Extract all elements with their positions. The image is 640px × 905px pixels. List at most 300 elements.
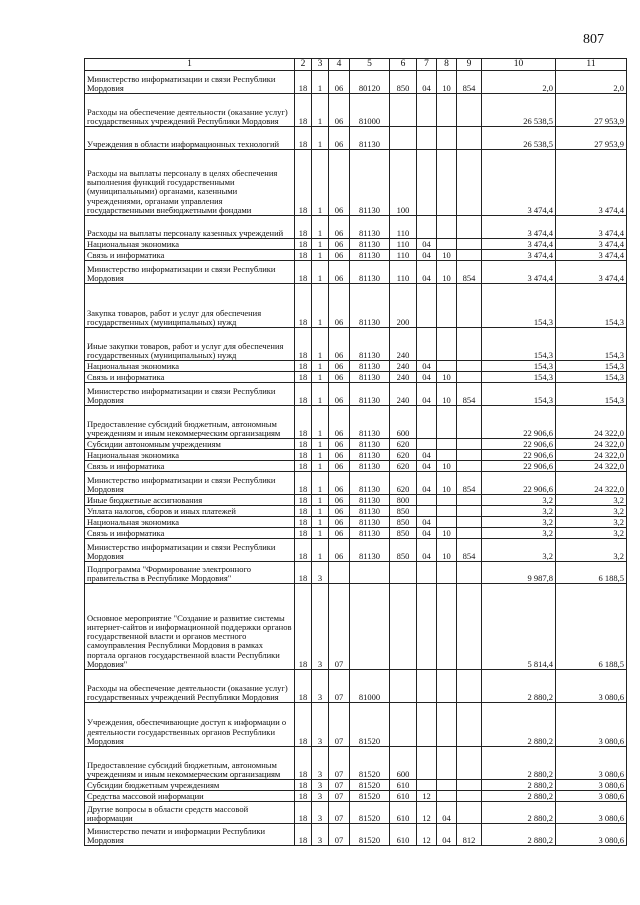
cell-col-4: 07 bbox=[329, 802, 350, 824]
row-name: Расходы на обеспечение деятельности (оказание услуг) государственных учреждений Республики Мордовия bbox=[85, 94, 295, 127]
cell-col-9: 854 bbox=[457, 261, 482, 284]
cell-col-7 bbox=[417, 506, 437, 517]
cell-col-10: 3 474,4 bbox=[482, 239, 556, 250]
cell-col-8 bbox=[437, 747, 457, 780]
cell-col-9: 854 bbox=[457, 539, 482, 562]
cell-col-8: 10 bbox=[437, 461, 457, 472]
cell-col-11: 3,2 bbox=[556, 528, 627, 539]
cell-col-8 bbox=[437, 239, 457, 250]
cell-col-8 bbox=[437, 94, 457, 127]
cell-col-10: 3 474,4 bbox=[482, 250, 556, 261]
cell-col-5: 81130 bbox=[350, 150, 390, 216]
cell-col-2: 18 bbox=[295, 461, 312, 472]
cell-col-4: 06 bbox=[329, 539, 350, 562]
cell-col-7 bbox=[417, 703, 437, 747]
cell-col-3: 1 bbox=[312, 372, 329, 383]
cell-col-8: 10 bbox=[437, 372, 457, 383]
cell-col-3: 1 bbox=[312, 150, 329, 216]
cell-col-3: 3 bbox=[312, 802, 329, 824]
cell-col-2: 18 bbox=[295, 670, 312, 703]
row-name: Национальная экономика bbox=[85, 517, 295, 528]
cell-col-2: 18 bbox=[295, 506, 312, 517]
cell-col-2: 18 bbox=[295, 539, 312, 562]
row-name: Расходы на выплаты персоналу казенных учреждений bbox=[85, 216, 295, 239]
cell-col-8 bbox=[437, 150, 457, 216]
table-row bbox=[85, 703, 627, 747]
cell-col-8 bbox=[437, 670, 457, 703]
cell-col-9 bbox=[457, 250, 482, 261]
cell-col-8 bbox=[437, 517, 457, 528]
cell-col-10: 3,2 bbox=[482, 495, 556, 506]
cell-col-2: 18 bbox=[295, 71, 312, 94]
cell-col-9 bbox=[457, 406, 482, 439]
cell-col-11: 24 322,0 bbox=[556, 461, 627, 472]
cell-col-9 bbox=[457, 562, 482, 584]
cell-col-4: 06 bbox=[329, 439, 350, 450]
cell-col-2: 18 bbox=[295, 791, 312, 802]
cell-col-6: 240 bbox=[390, 361, 417, 372]
cell-col-8 bbox=[437, 495, 457, 506]
cell-col-4: 07 bbox=[329, 824, 350, 846]
cell-col-9 bbox=[457, 127, 482, 150]
cell-col-7: 04 bbox=[417, 361, 437, 372]
cell-col-5: 81130 bbox=[350, 495, 390, 506]
cell-col-6: 850 bbox=[390, 506, 417, 517]
cell-col-10: 3 474,4 bbox=[482, 216, 556, 239]
row-name: Министерство информатизации и связи Республики Мордовия bbox=[85, 539, 295, 562]
cell-col-9 bbox=[457, 439, 482, 450]
cell-col-10: 26 538,5 bbox=[482, 94, 556, 127]
cell-col-2: 18 bbox=[295, 284, 312, 328]
cell-col-11: 3 474,4 bbox=[556, 250, 627, 261]
cell-col-3: 1 bbox=[312, 239, 329, 250]
cell-col-5: 80120 bbox=[350, 71, 390, 94]
cell-col-3: 1 bbox=[312, 261, 329, 284]
cell-col-10: 154,3 bbox=[482, 328, 556, 361]
column-header-3: 3 bbox=[312, 59, 329, 71]
cell-col-10: 22 906,6 bbox=[482, 439, 556, 450]
cell-col-7: 12 bbox=[417, 791, 437, 802]
cell-col-6: 110 bbox=[390, 239, 417, 250]
cell-col-2: 18 bbox=[295, 439, 312, 450]
cell-col-11: 24 322,0 bbox=[556, 472, 627, 495]
cell-col-9 bbox=[457, 747, 482, 780]
cell-col-6: 110 bbox=[390, 250, 417, 261]
cell-col-5 bbox=[350, 584, 390, 670]
cell-col-4: 06 bbox=[329, 517, 350, 528]
cell-col-10: 22 906,6 bbox=[482, 472, 556, 495]
cell-col-2: 18 bbox=[295, 406, 312, 439]
table-row bbox=[85, 439, 627, 450]
cell-col-3: 1 bbox=[312, 71, 329, 94]
cell-col-5: 81130 bbox=[350, 127, 390, 150]
cell-col-9 bbox=[457, 372, 482, 383]
cell-col-6 bbox=[390, 584, 417, 670]
cell-col-5: 81130 bbox=[350, 284, 390, 328]
cell-col-5: 81000 bbox=[350, 670, 390, 703]
cell-col-3: 1 bbox=[312, 506, 329, 517]
table-row bbox=[85, 670, 627, 703]
table-row bbox=[85, 127, 627, 150]
cell-col-9 bbox=[457, 791, 482, 802]
cell-col-7 bbox=[417, 284, 437, 328]
row-name: Предоставление субсидий бюджетным, автономным учреждениям и иным некоммерческим организациям bbox=[85, 406, 295, 439]
cell-col-4: 07 bbox=[329, 780, 350, 791]
cell-col-11: 6 188,5 bbox=[556, 584, 627, 670]
cell-col-2: 18 bbox=[295, 802, 312, 824]
cell-col-11: 3 474,4 bbox=[556, 261, 627, 284]
cell-col-7 bbox=[417, 670, 437, 703]
cell-col-4: 06 bbox=[329, 71, 350, 94]
cell-col-7 bbox=[417, 562, 437, 584]
cell-col-5: 81520 bbox=[350, 791, 390, 802]
cell-col-3: 1 bbox=[312, 94, 329, 127]
cell-col-8: 10 bbox=[437, 472, 457, 495]
cell-col-4: 07 bbox=[329, 584, 350, 670]
cell-col-9 bbox=[457, 584, 482, 670]
row-name: Закупка товаров, работ и услуг для обеспечения государственных (муниципальных) нужд bbox=[85, 284, 295, 328]
cell-col-3: 3 bbox=[312, 562, 329, 584]
cell-col-3: 1 bbox=[312, 450, 329, 461]
column-header-2: 2 bbox=[295, 59, 312, 71]
cell-col-8: 10 bbox=[437, 383, 457, 406]
cell-col-5: 81000 bbox=[350, 94, 390, 127]
table-row bbox=[85, 506, 627, 517]
cell-col-3: 1 bbox=[312, 539, 329, 562]
cell-col-7: 12 bbox=[417, 802, 437, 824]
cell-col-10: 154,3 bbox=[482, 361, 556, 372]
cell-col-4 bbox=[329, 562, 350, 584]
cell-col-9 bbox=[457, 361, 482, 372]
cell-col-8 bbox=[437, 127, 457, 150]
cell-col-2: 18 bbox=[295, 824, 312, 846]
column-header-1: 1 bbox=[85, 59, 295, 71]
cell-col-4: 06 bbox=[329, 372, 350, 383]
cell-col-11: 2,0 bbox=[556, 71, 627, 94]
cell-col-7 bbox=[417, 584, 437, 670]
cell-col-9: 854 bbox=[457, 71, 482, 94]
cell-col-6: 850 bbox=[390, 71, 417, 94]
cell-col-11: 154,3 bbox=[556, 328, 627, 361]
cell-col-6: 110 bbox=[390, 261, 417, 284]
cell-col-6 bbox=[390, 127, 417, 150]
cell-col-3: 1 bbox=[312, 495, 329, 506]
cell-col-11: 3,2 bbox=[556, 506, 627, 517]
table-row bbox=[85, 261, 627, 284]
table-row bbox=[85, 562, 627, 584]
cell-col-5: 81130 bbox=[350, 361, 390, 372]
cell-col-2: 18 bbox=[295, 261, 312, 284]
cell-col-2: 18 bbox=[295, 361, 312, 372]
cell-col-5: 81130 bbox=[350, 261, 390, 284]
cell-col-9 bbox=[457, 239, 482, 250]
cell-col-6: 850 bbox=[390, 539, 417, 562]
cell-col-5: 81520 bbox=[350, 802, 390, 824]
cell-col-4: 06 bbox=[329, 472, 350, 495]
cell-col-3: 1 bbox=[312, 328, 329, 361]
cell-col-6: 240 bbox=[390, 372, 417, 383]
cell-col-11: 27 953,9 bbox=[556, 127, 627, 150]
cell-col-6: 850 bbox=[390, 528, 417, 539]
table-row bbox=[85, 528, 627, 539]
table-row bbox=[85, 284, 627, 328]
cell-col-6: 620 bbox=[390, 450, 417, 461]
cell-col-5: 81130 bbox=[350, 461, 390, 472]
cell-col-5: 81130 bbox=[350, 328, 390, 361]
cell-col-10: 3 474,4 bbox=[482, 150, 556, 216]
cell-col-3: 3 bbox=[312, 670, 329, 703]
table-row bbox=[85, 71, 627, 94]
cell-col-7 bbox=[417, 406, 437, 439]
cell-col-10: 2,0 bbox=[482, 71, 556, 94]
cell-col-5: 81130 bbox=[350, 528, 390, 539]
cell-col-11: 3 474,4 bbox=[556, 150, 627, 216]
table-row bbox=[85, 539, 627, 562]
cell-col-2: 18 bbox=[295, 472, 312, 495]
cell-col-3: 1 bbox=[312, 284, 329, 328]
cell-col-6: 610 bbox=[390, 780, 417, 791]
cell-col-5: 81130 bbox=[350, 439, 390, 450]
cell-col-9 bbox=[457, 506, 482, 517]
cell-col-3: 3 bbox=[312, 780, 329, 791]
cell-col-4: 07 bbox=[329, 703, 350, 747]
cell-col-2: 18 bbox=[295, 517, 312, 528]
cell-col-3: 3 bbox=[312, 584, 329, 670]
cell-col-6: 800 bbox=[390, 495, 417, 506]
cell-col-3: 1 bbox=[312, 517, 329, 528]
cell-col-5: 81130 bbox=[350, 472, 390, 495]
cell-col-11: 3 080,6 bbox=[556, 802, 627, 824]
column-header-7: 7 bbox=[417, 59, 437, 71]
table-row bbox=[85, 328, 627, 361]
table-row bbox=[85, 239, 627, 250]
cell-col-10: 154,3 bbox=[482, 284, 556, 328]
cell-col-8 bbox=[437, 506, 457, 517]
cell-col-3: 1 bbox=[312, 439, 329, 450]
row-name: Национальная экономика bbox=[85, 450, 295, 461]
row-name: Связь и информатика bbox=[85, 372, 295, 383]
cell-col-10: 3,2 bbox=[482, 506, 556, 517]
cell-col-6: 240 bbox=[390, 328, 417, 361]
cell-col-10: 26 538,5 bbox=[482, 127, 556, 150]
cell-col-2: 18 bbox=[295, 450, 312, 461]
cell-col-2: 18 bbox=[295, 383, 312, 406]
cell-col-6 bbox=[390, 703, 417, 747]
cell-col-2: 18 bbox=[295, 584, 312, 670]
row-name: Связь и информатика bbox=[85, 461, 295, 472]
cell-col-8 bbox=[437, 562, 457, 584]
cell-col-6: 100 bbox=[390, 150, 417, 216]
cell-col-8 bbox=[437, 780, 457, 791]
row-name: Уплата налогов, сборов и иных платежей bbox=[85, 506, 295, 517]
cell-col-8: 04 bbox=[437, 824, 457, 846]
cell-col-2: 18 bbox=[295, 562, 312, 584]
cell-col-6: 610 bbox=[390, 824, 417, 846]
cell-col-11: 154,3 bbox=[556, 284, 627, 328]
table-row bbox=[85, 824, 627, 846]
cell-col-6: 850 bbox=[390, 517, 417, 528]
row-name: Министерство информатизации и связи Республики Мордовия bbox=[85, 261, 295, 284]
row-name: Связь и информатика bbox=[85, 528, 295, 539]
row-name: Национальная экономика bbox=[85, 361, 295, 372]
cell-col-11: 154,3 bbox=[556, 361, 627, 372]
cell-col-3: 1 bbox=[312, 528, 329, 539]
cell-col-7 bbox=[417, 216, 437, 239]
cell-col-11: 24 322,0 bbox=[556, 439, 627, 450]
cell-col-2: 18 bbox=[295, 372, 312, 383]
cell-col-6: 110 bbox=[390, 216, 417, 239]
cell-col-2: 18 bbox=[295, 328, 312, 361]
row-name: Субсидии бюджетным учреждениям bbox=[85, 780, 295, 791]
cell-col-3: 1 bbox=[312, 216, 329, 239]
table-row bbox=[85, 450, 627, 461]
cell-col-4: 06 bbox=[329, 239, 350, 250]
cell-col-6 bbox=[390, 562, 417, 584]
cell-col-7: 04 bbox=[417, 528, 437, 539]
cell-col-2: 18 bbox=[295, 703, 312, 747]
row-name: Основное мероприятие "Создание и развитие системы интернет-сайтов и информационной поддержки органов государственной власти и органов местного самоуправления Республики Мордовия в рамках портала органов государственной власти Республики Мордовия" bbox=[85, 584, 295, 670]
cell-col-4: 06 bbox=[329, 495, 350, 506]
cell-col-11: 3,2 bbox=[556, 517, 627, 528]
cell-col-10: 22 906,6 bbox=[482, 406, 556, 439]
cell-col-9 bbox=[457, 94, 482, 127]
cell-col-6: 600 bbox=[390, 406, 417, 439]
cell-col-7: 04 bbox=[417, 239, 437, 250]
cell-col-2: 18 bbox=[295, 150, 312, 216]
cell-col-11: 3 080,6 bbox=[556, 703, 627, 747]
cell-col-4: 07 bbox=[329, 747, 350, 780]
cell-col-11: 3 080,6 bbox=[556, 670, 627, 703]
column-header-5: 5 bbox=[350, 59, 390, 71]
cell-col-6: 200 bbox=[390, 284, 417, 328]
cell-col-7: 04 bbox=[417, 71, 437, 94]
row-name: Субсидии автономным учреждениям bbox=[85, 439, 295, 450]
cell-col-9 bbox=[457, 216, 482, 239]
cell-col-8: 10 bbox=[437, 528, 457, 539]
cell-col-6: 240 bbox=[390, 383, 417, 406]
cell-col-6: 620 bbox=[390, 439, 417, 450]
cell-col-5: 81130 bbox=[350, 517, 390, 528]
cell-col-8: 10 bbox=[437, 539, 457, 562]
cell-col-8: 04 bbox=[437, 802, 457, 824]
cell-col-2: 18 bbox=[295, 216, 312, 239]
cell-col-5: 81130 bbox=[350, 216, 390, 239]
cell-col-10: 22 906,6 bbox=[482, 450, 556, 461]
cell-col-7 bbox=[417, 439, 437, 450]
cell-col-8: 10 bbox=[437, 261, 457, 284]
row-name: Предоставление субсидий бюджетным, автономным учреждениям и иным некоммерческим организациям bbox=[85, 747, 295, 780]
cell-col-9 bbox=[457, 450, 482, 461]
cell-col-8 bbox=[437, 439, 457, 450]
cell-col-9 bbox=[457, 461, 482, 472]
table-row bbox=[85, 472, 627, 495]
cell-col-5: 81130 bbox=[350, 383, 390, 406]
cell-col-11: 3,2 bbox=[556, 539, 627, 562]
cell-col-10: 2 880,2 bbox=[482, 747, 556, 780]
cell-col-4: 06 bbox=[329, 150, 350, 216]
cell-col-3: 1 bbox=[312, 472, 329, 495]
cell-col-4: 06 bbox=[329, 461, 350, 472]
cell-col-7: 04 bbox=[417, 461, 437, 472]
column-header-6: 6 bbox=[390, 59, 417, 71]
cell-col-4: 06 bbox=[329, 361, 350, 372]
cell-col-10: 3 474,4 bbox=[482, 261, 556, 284]
row-name: Министерство информатизации и связи Республики Мордовия bbox=[85, 71, 295, 94]
cell-col-10: 3,2 bbox=[482, 528, 556, 539]
cell-col-3: 3 bbox=[312, 703, 329, 747]
cell-col-2: 18 bbox=[295, 528, 312, 539]
cell-col-6: 610 bbox=[390, 791, 417, 802]
cell-col-10: 154,3 bbox=[482, 372, 556, 383]
table-row bbox=[85, 250, 627, 261]
cell-col-9 bbox=[457, 284, 482, 328]
row-name: Национальная экономика bbox=[85, 239, 295, 250]
cell-col-10: 5 814,4 bbox=[482, 584, 556, 670]
cell-col-11: 24 322,0 bbox=[556, 450, 627, 461]
cell-col-2: 18 bbox=[295, 250, 312, 261]
cell-col-4: 06 bbox=[329, 450, 350, 461]
cell-col-8 bbox=[437, 361, 457, 372]
row-name: Учреждения в области информационных технологий bbox=[85, 127, 295, 150]
cell-col-6: 600 bbox=[390, 747, 417, 780]
cell-col-4: 07 bbox=[329, 670, 350, 703]
cell-col-8 bbox=[437, 216, 457, 239]
cell-col-6: 610 bbox=[390, 802, 417, 824]
row-name: Учреждения, обеспечивающие доступ к информации о деятельности государственных органов Республики Мордовия bbox=[85, 703, 295, 747]
cell-col-6: 620 bbox=[390, 472, 417, 495]
row-name: Связь и информатика bbox=[85, 250, 295, 261]
cell-col-2: 18 bbox=[295, 747, 312, 780]
cell-col-6 bbox=[390, 670, 417, 703]
cell-col-2: 18 bbox=[295, 780, 312, 791]
cell-col-9 bbox=[457, 495, 482, 506]
cell-col-2: 18 bbox=[295, 127, 312, 150]
table-row bbox=[85, 361, 627, 372]
cell-col-3: 1 bbox=[312, 383, 329, 406]
cell-col-7: 04 bbox=[417, 250, 437, 261]
cell-col-9 bbox=[457, 780, 482, 791]
cell-col-3: 1 bbox=[312, 461, 329, 472]
cell-col-7: 04 bbox=[417, 372, 437, 383]
cell-col-9 bbox=[457, 328, 482, 361]
cell-col-9: 854 bbox=[457, 383, 482, 406]
row-name: Средства массовой информации bbox=[85, 791, 295, 802]
cell-col-4: 06 bbox=[329, 216, 350, 239]
cell-col-9 bbox=[457, 528, 482, 539]
cell-col-7: 04 bbox=[417, 539, 437, 562]
cell-col-9 bbox=[457, 802, 482, 824]
cell-col-11: 154,3 bbox=[556, 372, 627, 383]
cell-col-11: 3 080,6 bbox=[556, 824, 627, 846]
cell-col-5: 81130 bbox=[350, 406, 390, 439]
cell-col-10: 154,3 bbox=[482, 383, 556, 406]
cell-col-11: 154,3 bbox=[556, 383, 627, 406]
table-row bbox=[85, 372, 627, 383]
cell-col-11: 3 474,4 bbox=[556, 239, 627, 250]
cell-col-5: 81130 bbox=[350, 450, 390, 461]
cell-col-7 bbox=[417, 747, 437, 780]
cell-col-9 bbox=[457, 150, 482, 216]
cell-col-8 bbox=[437, 328, 457, 361]
cell-col-4: 06 bbox=[329, 383, 350, 406]
column-header-9: 9 bbox=[457, 59, 482, 71]
cell-col-3: 3 bbox=[312, 824, 329, 846]
table-row bbox=[85, 150, 627, 216]
row-name: Расходы на обеспечение деятельности (оказание услуг) государственных учреждений Республики Мордовия bbox=[85, 670, 295, 703]
cell-col-6: 620 bbox=[390, 461, 417, 472]
table-row bbox=[85, 406, 627, 439]
cell-col-4: 06 bbox=[329, 94, 350, 127]
